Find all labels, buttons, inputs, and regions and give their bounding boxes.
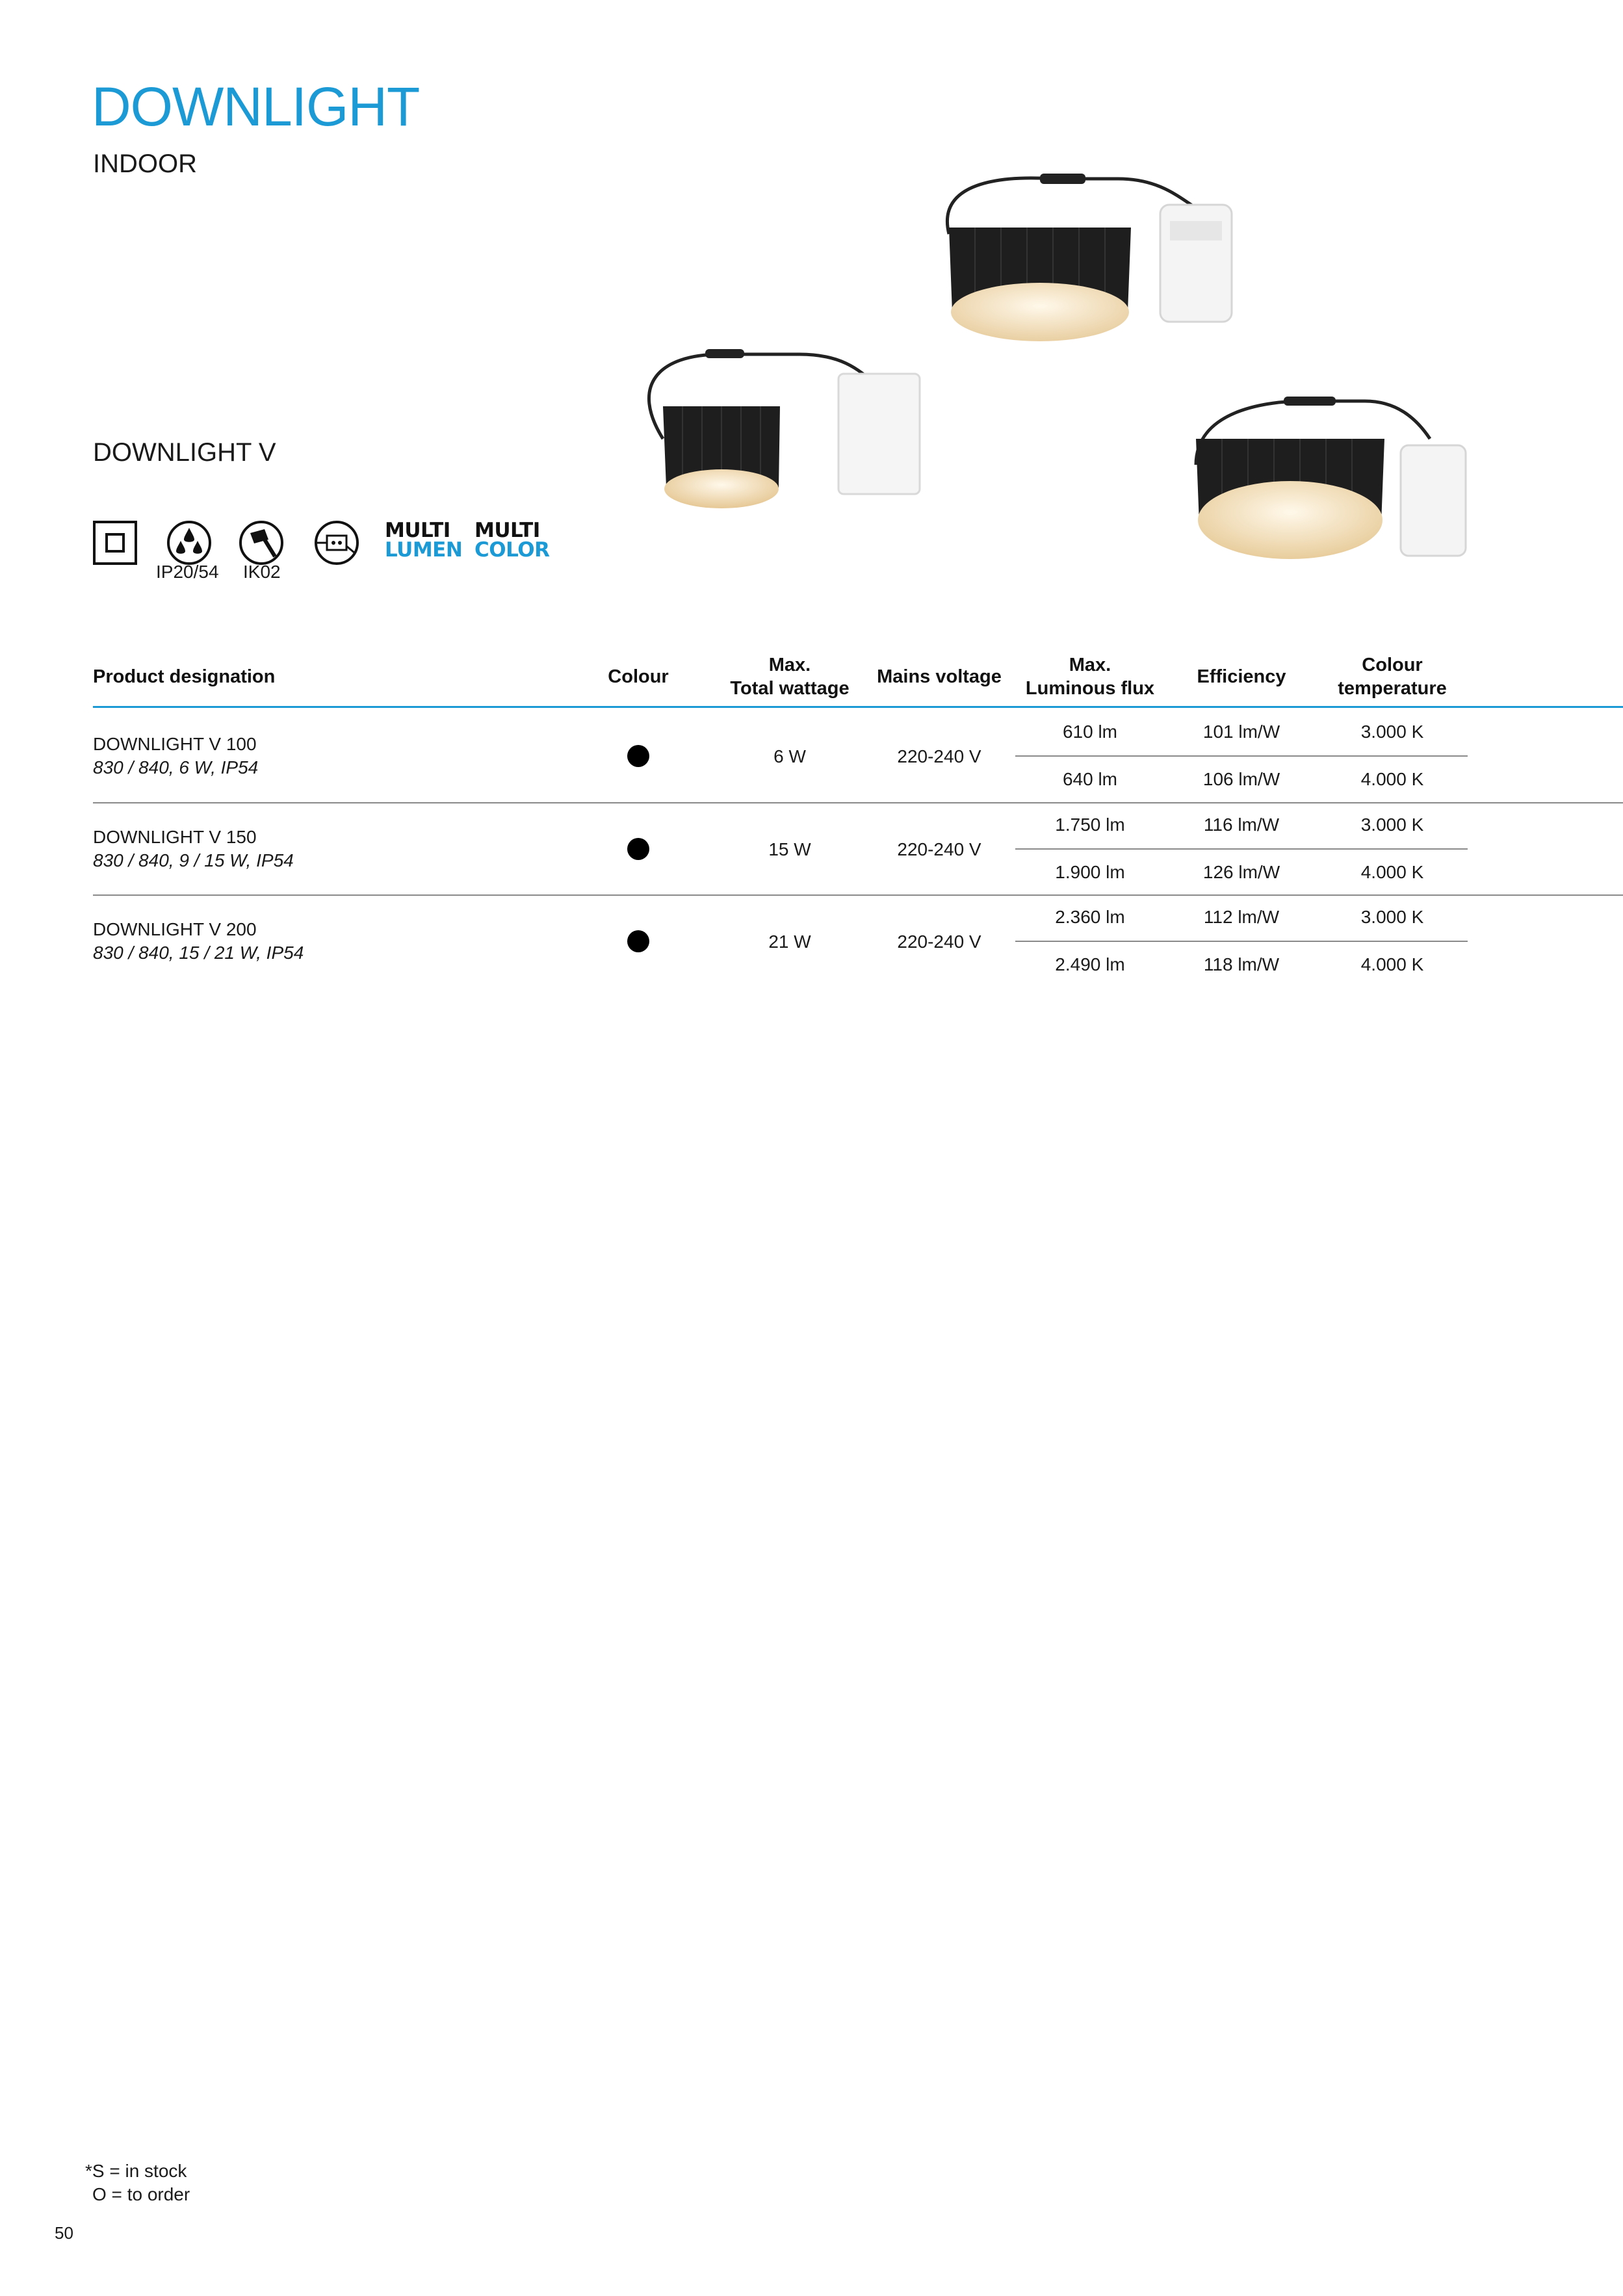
ik-rating-label: IK02 [243,562,281,582]
row-3-v1-flux: 2.360 lm [1055,907,1125,927]
page-number: 50 [55,2223,73,2243]
multi-lumen-badge [385,521,462,560]
product-image-large-right [1170,387,1475,569]
header-wattage-line1: Max. [768,655,811,675]
row-2-v1-flux: 1.750 lm [1055,815,1125,835]
product-name: DOWNLIGHT V [93,438,276,467]
multi-color-line2: COLOR [474,538,550,562]
row-2-v1-temp: 3.000 K [1360,815,1424,835]
row-1-v1-temp: 3.000 K [1360,722,1424,742]
row-2-name: DOWNLIGHT V 150 [93,827,257,847]
ip-rating-label: IP20/54 [156,562,219,582]
colour-swatch-black [627,838,649,860]
row-3-wattage: 21 W [768,932,811,952]
row-1-v2-flux: 640 lm [1062,769,1118,789]
header-flux-line2: Luminous flux [1025,678,1155,699]
multi-lumen-line1: MULTI [385,519,450,542]
row-1-v1-efficiency: 101 lm/W [1202,722,1280,742]
row-2-variant-divider [1015,848,1468,850]
header-temperature-line1: Colour [1362,655,1423,675]
protection-class-ii-icon [92,520,138,566]
product-image-large-top [923,156,1261,351]
multi-color-line1: MULTI [474,519,540,542]
row-2-v2-flux: 1.900 lm [1055,862,1125,882]
header-designation: Product designation [93,666,276,687]
multi-color-badge [474,521,549,560]
row-3-name: DOWNLIGHT V 200 [93,919,257,939]
header-temperature [1318,653,1467,700]
colour-swatch-black [627,745,649,767]
row-1-v2-efficiency: 106 lm/W [1202,769,1280,789]
impact-hammer-icon [239,520,284,566]
row-2-v2-efficiency: 126 lm/W [1202,862,1280,882]
row-1-spec: 830 / 840, 6 W, IP54 [93,757,259,777]
row-2-v1-efficiency: 116 lm/W [1203,815,1280,835]
page-subtitle: INDOOR [93,150,197,178]
row-2-spec: 830 / 840, 9 / 15 W, IP54 [93,850,294,870]
row-1-v1-flux: 610 lm [1062,722,1118,742]
row-2-voltage: 220-240 V [897,839,981,859]
header-flux [1015,653,1165,700]
row-3-v2-efficiency: 118 lm/W [1203,954,1280,974]
row-1-wattage: 6 W [773,746,806,766]
header-wattage [715,653,864,700]
row-3-v2-flux: 2.490 lm [1055,954,1125,974]
row-3-voltage: 220-240 V [897,932,981,952]
row-1-voltage: 220-240 V [897,746,981,766]
row-3-v1-efficiency: 112 lm/W [1203,907,1280,927]
row-2-wattage: 15 W [768,839,811,859]
row-3-variant-divider [1015,941,1468,942]
row-3-spec: 830 / 840, 15 / 21 W, IP54 [93,943,304,963]
colour-swatch-black [627,930,649,952]
row-1-v2-temp: 4.000 K [1360,769,1424,789]
header-temperature-line2: temperature [1338,678,1447,699]
product-image-small-left [630,335,929,523]
stock-note-line2: O = to order [92,2184,190,2204]
header-voltage: Mains voltage [877,666,1002,687]
row-2-v2-temp: 4.000 K [1360,862,1424,882]
ip-rating-drops-icon [166,520,212,566]
stock-note-line1: *S = in stock [85,2161,187,2181]
row-3-v2-temp: 4.000 K [1360,954,1424,974]
multi-lumen-line2: LUMEN [385,538,463,562]
row-1-divider [93,802,1623,803]
row-1-variant-divider [1015,755,1468,757]
row-3-v1-temp: 3.000 K [1360,907,1424,927]
header-colour: Colour [608,666,669,687]
page-title: DOWNLIGHT [92,76,420,137]
row-2-divider [93,894,1623,896]
header-efficiency: Efficiency [1197,666,1286,687]
table-header-rule [93,706,1623,708]
header-flux-line1: Max. [1069,655,1111,675]
driver-box-icon [314,520,359,566]
header-wattage-line2: Total wattage [730,678,850,699]
row-1-name: DOWNLIGHT V 100 [93,734,257,754]
